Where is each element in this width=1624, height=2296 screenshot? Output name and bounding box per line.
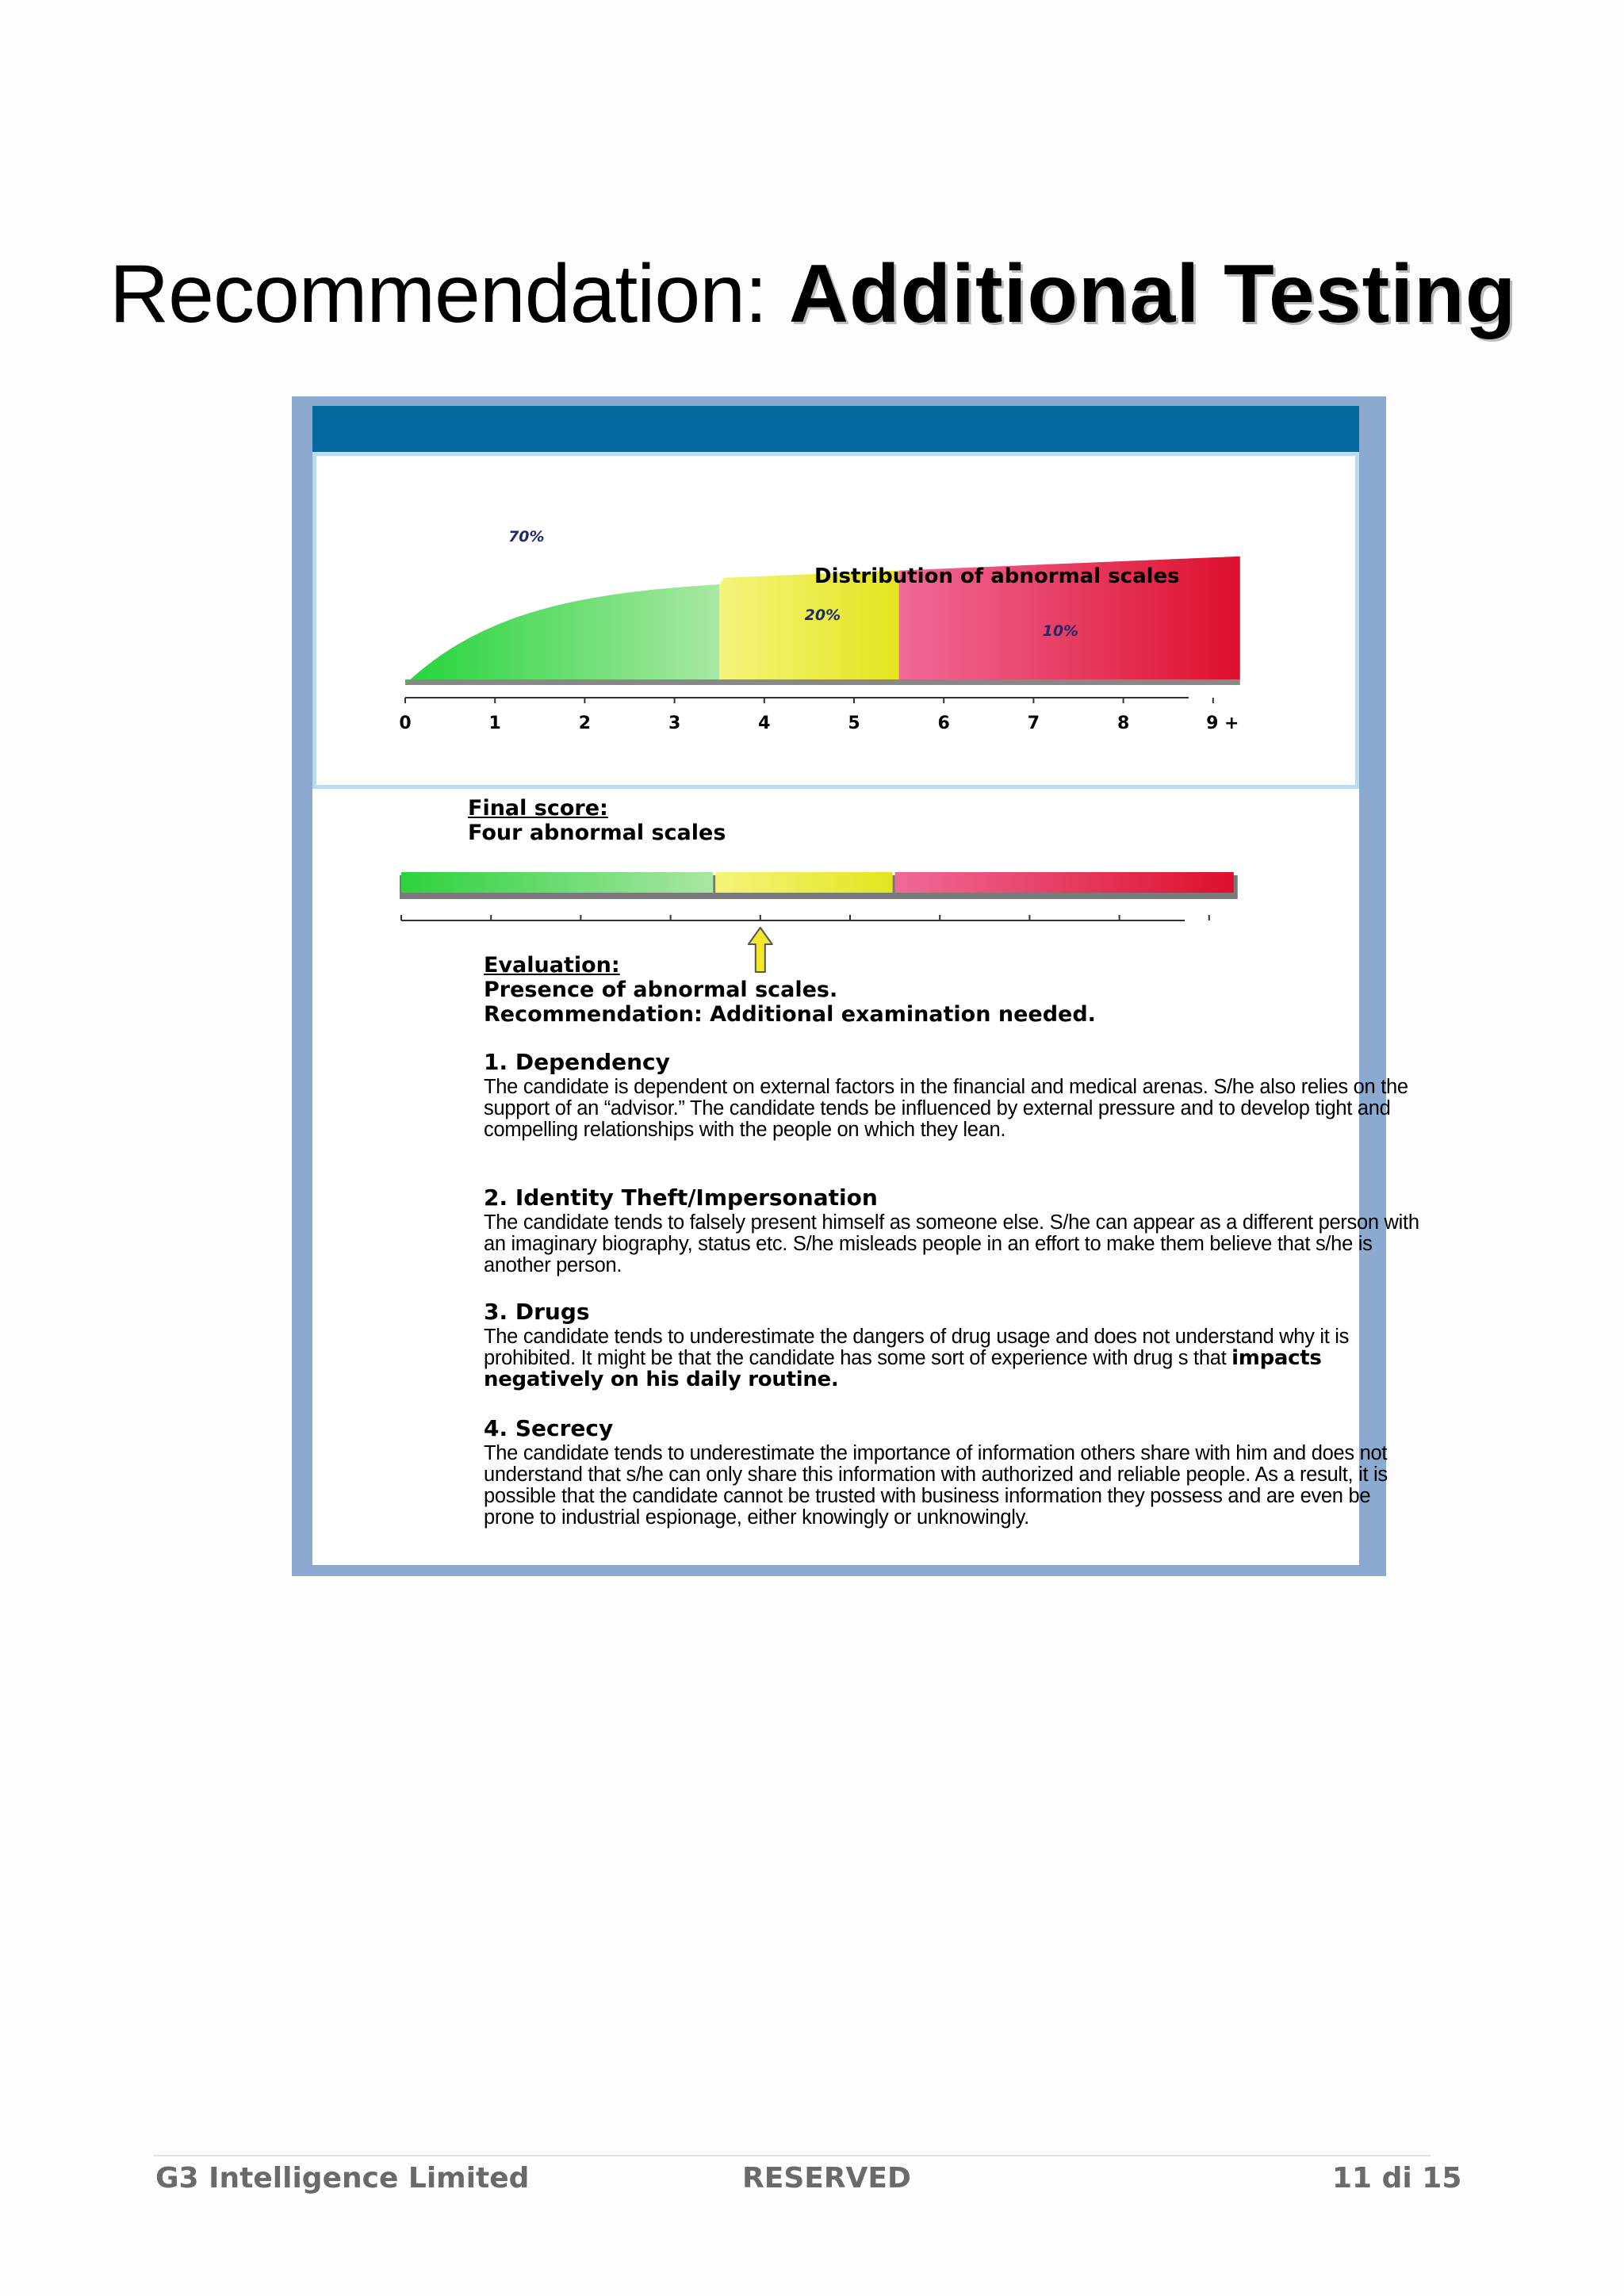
chart-band	[405, 584, 719, 684]
final-score-label: Final score:	[468, 796, 608, 821]
x-tick-label: 2	[578, 714, 592, 733]
band-percent-label: 70%	[508, 528, 545, 545]
report-body	[312, 452, 1419, 1565]
score-bar-segment	[895, 872, 1234, 893]
report-header-bar	[312, 406, 1359, 452]
footer-classification: RESERVED	[742, 2162, 911, 2195]
finding-text-bold: impacts negatively on his daily routine.	[484, 1346, 1322, 1391]
band-percent-label: 20%	[804, 607, 841, 624]
chart-title: Distribution of abnormal scales	[814, 564, 1180, 588]
finding-heading: 3. Drugs	[484, 1299, 590, 1325]
finding-text-regular: The candidate tends to underestimate the dangers of drug usage and does not understand why it is prohibited. It might be that the candidate has some sort of experience with drug s that	[484, 1326, 1350, 1369]
finding-heading: 1. Dependency	[484, 1049, 670, 1075]
report-frame	[292, 396, 1419, 1576]
band-percent-label: 10%	[1042, 622, 1079, 640]
page-title	[109, 247, 1516, 342]
finding-text: The candidate tends to underestimate the importance of information others share with him and does not understand that s/he can only share this information with authorized and reliable people. As a result, it is possible that the candidate cannot be trusted with business information they possess and are even be prone to industrial espionage, either knowingly or unknowingly.	[484, 1442, 1388, 1529]
footer-page-number: 11 di 15	[1332, 2162, 1462, 2195]
distribution-chart-panel	[312, 452, 1359, 789]
footer-company: G3 Intelligence Limited	[155, 2162, 530, 2195]
title-bold: Additional Testing	[788, 248, 1517, 340]
x-tick-label: 7	[1027, 714, 1040, 733]
evaluation-label: Evaluation:	[484, 953, 620, 978]
evaluation-block	[484, 953, 1096, 1027]
x-tick-label: 0	[399, 714, 412, 733]
x-tick-label: 3	[668, 714, 681, 733]
finding-identity-theft	[484, 1184, 1419, 1276]
finding-text: The candidate is dependent on external factors in the financial and medical arenas. S/he also relies on the support of an “advisor.” The candidate tends be influenced by external pressure and to develop tight and compelling relationships with the people on which they lean.	[484, 1076, 1408, 1141]
x-tick-label: 5	[848, 714, 860, 733]
x-tick-label: 9 +	[1206, 714, 1239, 733]
x-tick-label: 6	[937, 714, 950, 733]
footer-rule	[154, 2155, 1431, 2156]
title-regular: Recommendation:	[109, 248, 789, 340]
finding-secrecy	[484, 1415, 1419, 1529]
distribution-chart	[316, 456, 1355, 785]
chart-baseline-shadow	[405, 679, 1240, 685]
score-bar-segment	[715, 872, 892, 893]
evaluation-line-1: Presence of abnormal scales.	[484, 978, 838, 1002]
x-tick-label: 4	[758, 714, 771, 733]
finding-drugs	[484, 1299, 1364, 1391]
x-tick-label: 1	[488, 714, 501, 733]
finding-text: The candidate tends to falsely present himself as someone else. S/he can appear as a different person with an imaginary biography, status etc. S/he misleads people in an effort to make them believe that s/he is another person.	[484, 1211, 1419, 1276]
x-tick-label: 8	[1116, 714, 1130, 733]
final-score-value: Four abnormal scales	[468, 821, 726, 845]
finding-text	[484, 1326, 1364, 1391]
evaluation-recommendation: Recommendation: Additional examination needed.	[484, 1002, 1096, 1027]
score-bar-segment	[401, 872, 713, 893]
finding-heading: 2. Identity Theft/Impersonation	[484, 1184, 878, 1211]
final-score-block	[468, 796, 726, 845]
finding-heading: 4. Secrecy	[484, 1415, 614, 1441]
finding-dependency	[484, 1049, 1419, 1141]
